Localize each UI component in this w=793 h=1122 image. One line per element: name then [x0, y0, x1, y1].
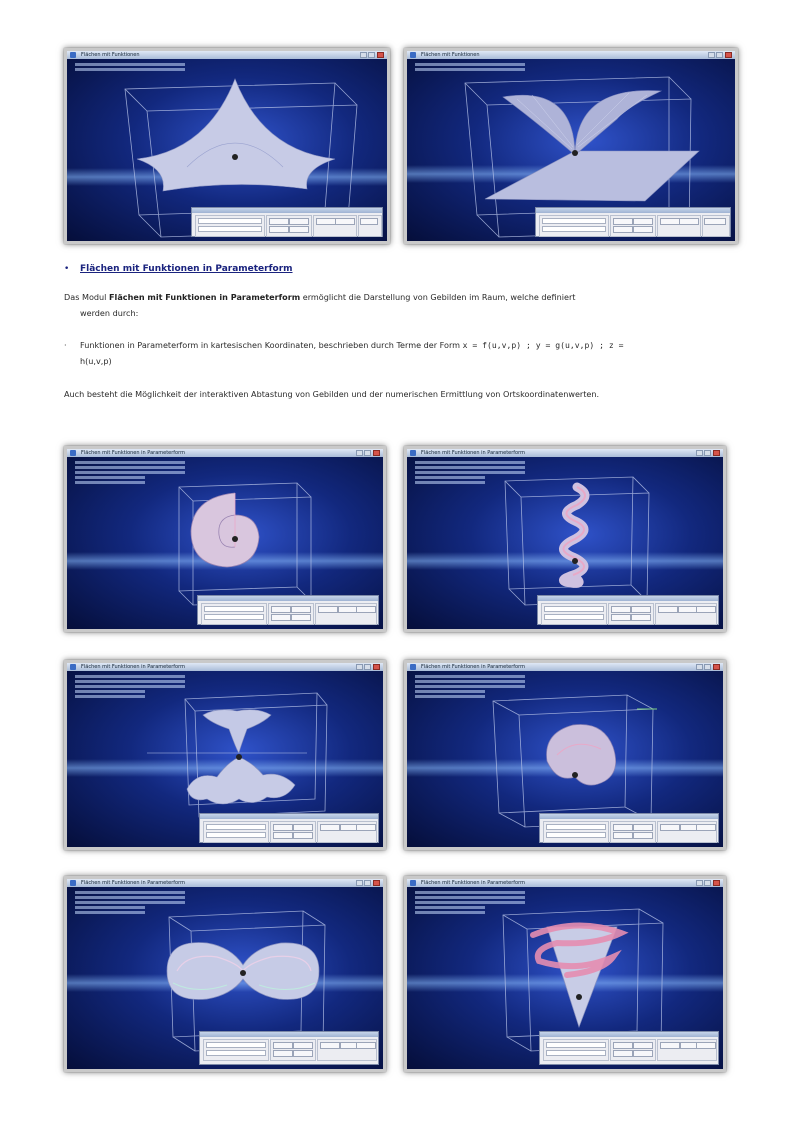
- closing-paragraph: Auch besteht die Möglichkeit der interaktiven Abtastung von Gebilden und der numerischen Ermittlung von Ortskoordinatenwerten.: [64, 389, 600, 399]
- screenshot-param-spiral-cone: [404, 876, 726, 1072]
- list-formula: x = f(u,v,p) ; y = g(u,v,p) ; z =: [462, 340, 624, 350]
- close-button[interactable]: [377, 52, 384, 58]
- close-button[interactable]: [713, 450, 720, 456]
- app-icon: [410, 880, 416, 886]
- window-titlebar: [67, 449, 383, 457]
- minimize-button[interactable]: [356, 664, 363, 670]
- maximize-button[interactable]: [364, 880, 371, 886]
- window-title: Flächen mit Funktionen: [421, 52, 480, 58]
- close-button[interactable]: [725, 52, 732, 58]
- list-item: [64, 337, 744, 369]
- close-button[interactable]: [373, 450, 380, 456]
- minimize-button[interactable]: [356, 880, 363, 886]
- app-icon: [70, 880, 76, 886]
- screenshot-param-torus-knot: [404, 660, 726, 850]
- maximize-button[interactable]: [364, 664, 371, 670]
- control-panel: [199, 813, 379, 843]
- minimize-button[interactable]: [708, 52, 715, 58]
- app-icon: [410, 52, 416, 58]
- minimize-button[interactable]: [696, 880, 703, 886]
- close-button[interactable]: [373, 664, 380, 670]
- minimize-button[interactable]: [696, 664, 703, 670]
- screenshot-param-shell: [64, 446, 386, 632]
- maximize-button[interactable]: [704, 880, 711, 886]
- close-button[interactable]: [713, 664, 720, 670]
- bullet-marker: •: [64, 264, 70, 274]
- intro-continuation: werden durch:: [80, 308, 139, 318]
- maximize-button[interactable]: [364, 450, 371, 456]
- window-title: Flächen mit Funktionen in Parameterform: [421, 664, 525, 670]
- window-title: Flächen mit Funktionen in Parameterform: [421, 450, 525, 456]
- minimize-button[interactable]: [360, 52, 367, 58]
- intro-suffix: ermöglicht die Darstellung von Gebilden im Raum, welche definiert: [300, 292, 576, 302]
- window-titlebar: [407, 879, 723, 887]
- control-panel: [535, 207, 731, 237]
- screenshot-param-helix: [404, 446, 726, 632]
- screenshot-surface-peak: [64, 48, 390, 244]
- window-title: Flächen mit Funktionen in Parameterform: [81, 664, 185, 670]
- window-titlebar: [407, 449, 723, 457]
- window-title: Flächen mit Funktionen: [81, 52, 140, 58]
- maximize-button[interactable]: [368, 52, 375, 58]
- close-button[interactable]: [713, 880, 720, 886]
- window-titlebar: [67, 51, 387, 59]
- minimize-button[interactable]: [356, 450, 363, 456]
- app-icon: [410, 450, 416, 456]
- intro-module-name: Flächen mit Funktionen in Parameterform: [109, 292, 301, 302]
- app-icon: [70, 664, 76, 670]
- control-panel: [539, 813, 719, 843]
- screenshot-surface-fold: [404, 48, 738, 244]
- app-icon: [70, 52, 76, 58]
- maximize-button[interactable]: [704, 664, 711, 670]
- control-panel: [539, 1031, 719, 1065]
- window-titlebar: [407, 51, 735, 59]
- screenshot-param-lemniscate: [64, 876, 386, 1072]
- app-icon: [70, 450, 76, 456]
- screenshot-param-ruffle: [64, 660, 386, 850]
- intro-prefix: Das Modul: [64, 292, 110, 302]
- control-panel: [537, 595, 719, 625]
- section-link[interactable]: Flächen mit Funktionen in Parameterform: [80, 264, 293, 274]
- app-icon: [410, 664, 416, 670]
- maximize-button[interactable]: [716, 52, 723, 58]
- window-title: Flächen mit Funktionen in Parameterform: [421, 880, 525, 886]
- window-titlebar: [67, 663, 383, 671]
- list-text: Funktionen in Parameterform in kartesischen Koordinaten, beschrieben durch Terme der Form: [80, 340, 463, 350]
- minimize-button[interactable]: [696, 450, 703, 456]
- window-title: Flächen mit Funktionen in Parameterform: [81, 450, 185, 456]
- list-formula-continued: h(u,v,p): [80, 356, 112, 366]
- window-titlebar: [407, 663, 723, 671]
- intro-paragraph: [64, 289, 744, 321]
- control-panel: [199, 1031, 379, 1065]
- window-title: Flächen mit Funktionen in Parameterform: [81, 880, 185, 886]
- close-button[interactable]: [373, 880, 380, 886]
- control-panel: [197, 595, 379, 625]
- window-titlebar: [67, 879, 383, 887]
- control-panel: [191, 207, 383, 237]
- list-marker: ·: [64, 340, 67, 350]
- maximize-button[interactable]: [704, 450, 711, 456]
